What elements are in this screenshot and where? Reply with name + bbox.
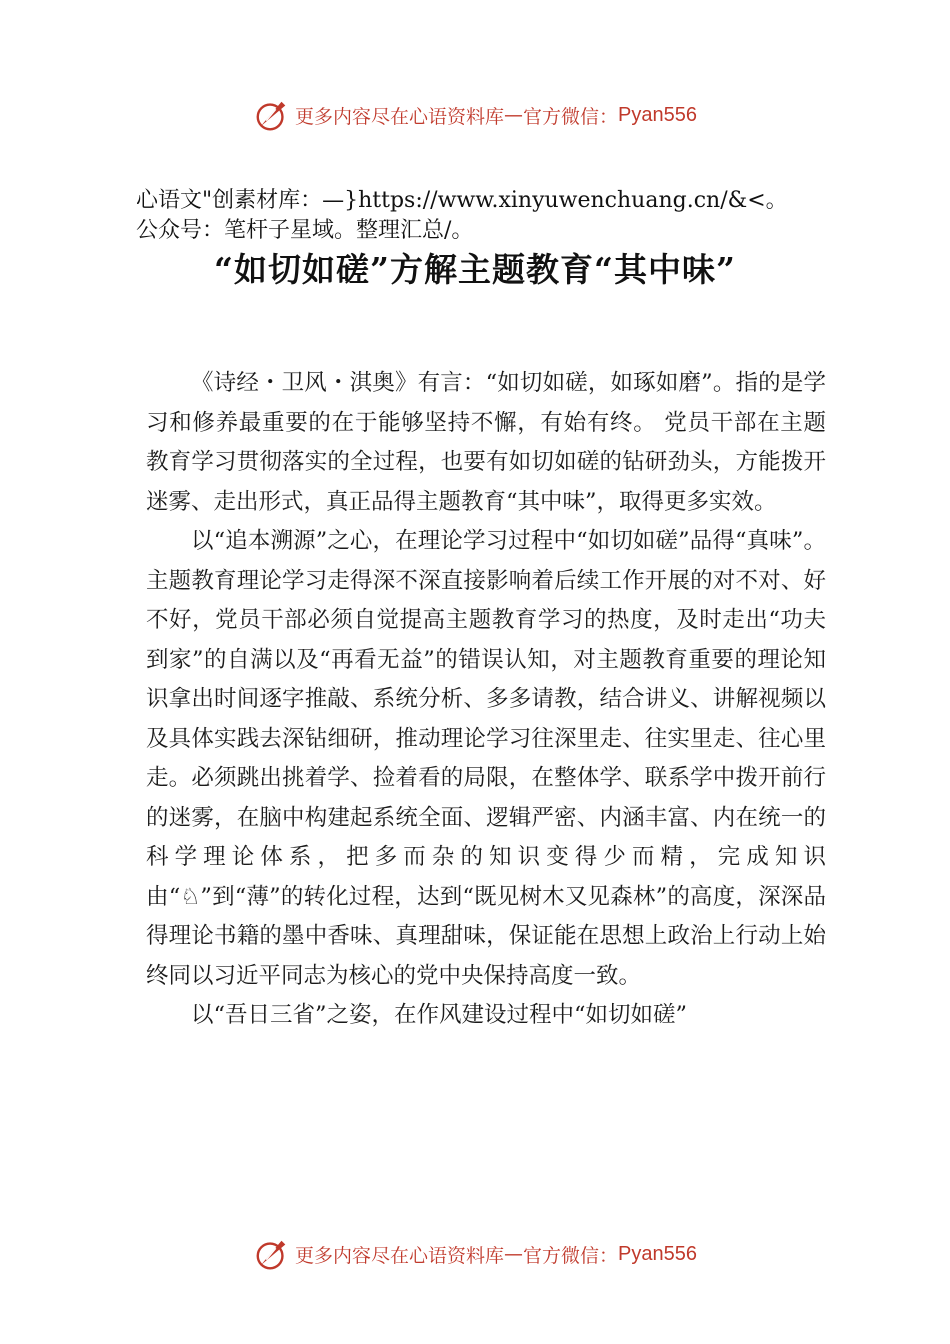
source-info [136,186,788,246]
document-title: “如切如磋”方解主题教育“其中味” [214,250,736,289]
watermark-footer [0,1235,950,1273]
watermark-text: 更多内容尽在心语资料库 [295,105,505,128]
paragraph: 以“吾日三省”之姿，在作风建设过程中“如切如磋” [191,1002,688,1028]
paragraph: 以“追本溯源”之心，在理论学习过程中“如切如磋”品得“真味”。主题教育理论学习走得深不深直接影响着后续工作开展的对不对、好不好，党员干部必须自觉提高主题教育学习的热度，及时走出“功夫到家”的自满以及“再看无益”的错误认知，对主题教育重要的理论知识拿出时间逐字推敲、系统分析、多多请教，结合讲义、讲解视频以及具体实践去深钻细研，推动理论学习往深里走、往实里走、往心里走。必须跳出挑着学、捡着看的局限，在整体学、联系学中拨开前行的迷雾，在脑中构建起系统全面、逻辑严密、内涵丰富、内在统一的科学理论体系，把多而杂的知识变得少而精，完成知识由“♘”到“薄”的转化过程，达到“既见树木又见森林”的高度，深深品得理论书籍的墨中香味、真理甜味，保证能在思想上政治上行动上始终同以习近平同志为核心的党中央保持高度一致。 [146,528,826,989]
watermark-wechat-id: Pyan556 [618,103,697,126]
watermark-wechat-label: 官方微信： [523,1244,619,1267]
source-line-2: 公众号：笔杆子星域。整理汇总/。 [136,218,474,243]
watermark-separator: — [504,104,522,126]
watermark-separator: — [504,1243,522,1265]
paragraph: 《诗经・卫风・淇奥》有言：“如切如磋，如琢如磨”。指的是学习和修养最重要的在于能够坚持不懈，有始有终。 党员干部在主题教育学习贯彻落实的全过程，也要有如切如磋的钻研劲头，方能拨开迷雾、走出形式，真正品得主题教育“其中味”，取得更多实效。 [146,370,826,515]
quill-logo-icon [253,96,291,134]
quill-logo-icon [253,1235,291,1273]
watermark-header [0,96,950,134]
source-line-1: 心语文"创素材库：—}https://www.xinyuwenchuang.cn/&<。 [136,188,788,213]
document-body [146,364,826,1036]
watermark-wechat-id: Pyan556 [618,1242,697,1265]
watermark-text: 更多内容尽在心语资料库 [295,1244,505,1267]
watermark-wechat-label: 官方微信： [523,105,619,128]
